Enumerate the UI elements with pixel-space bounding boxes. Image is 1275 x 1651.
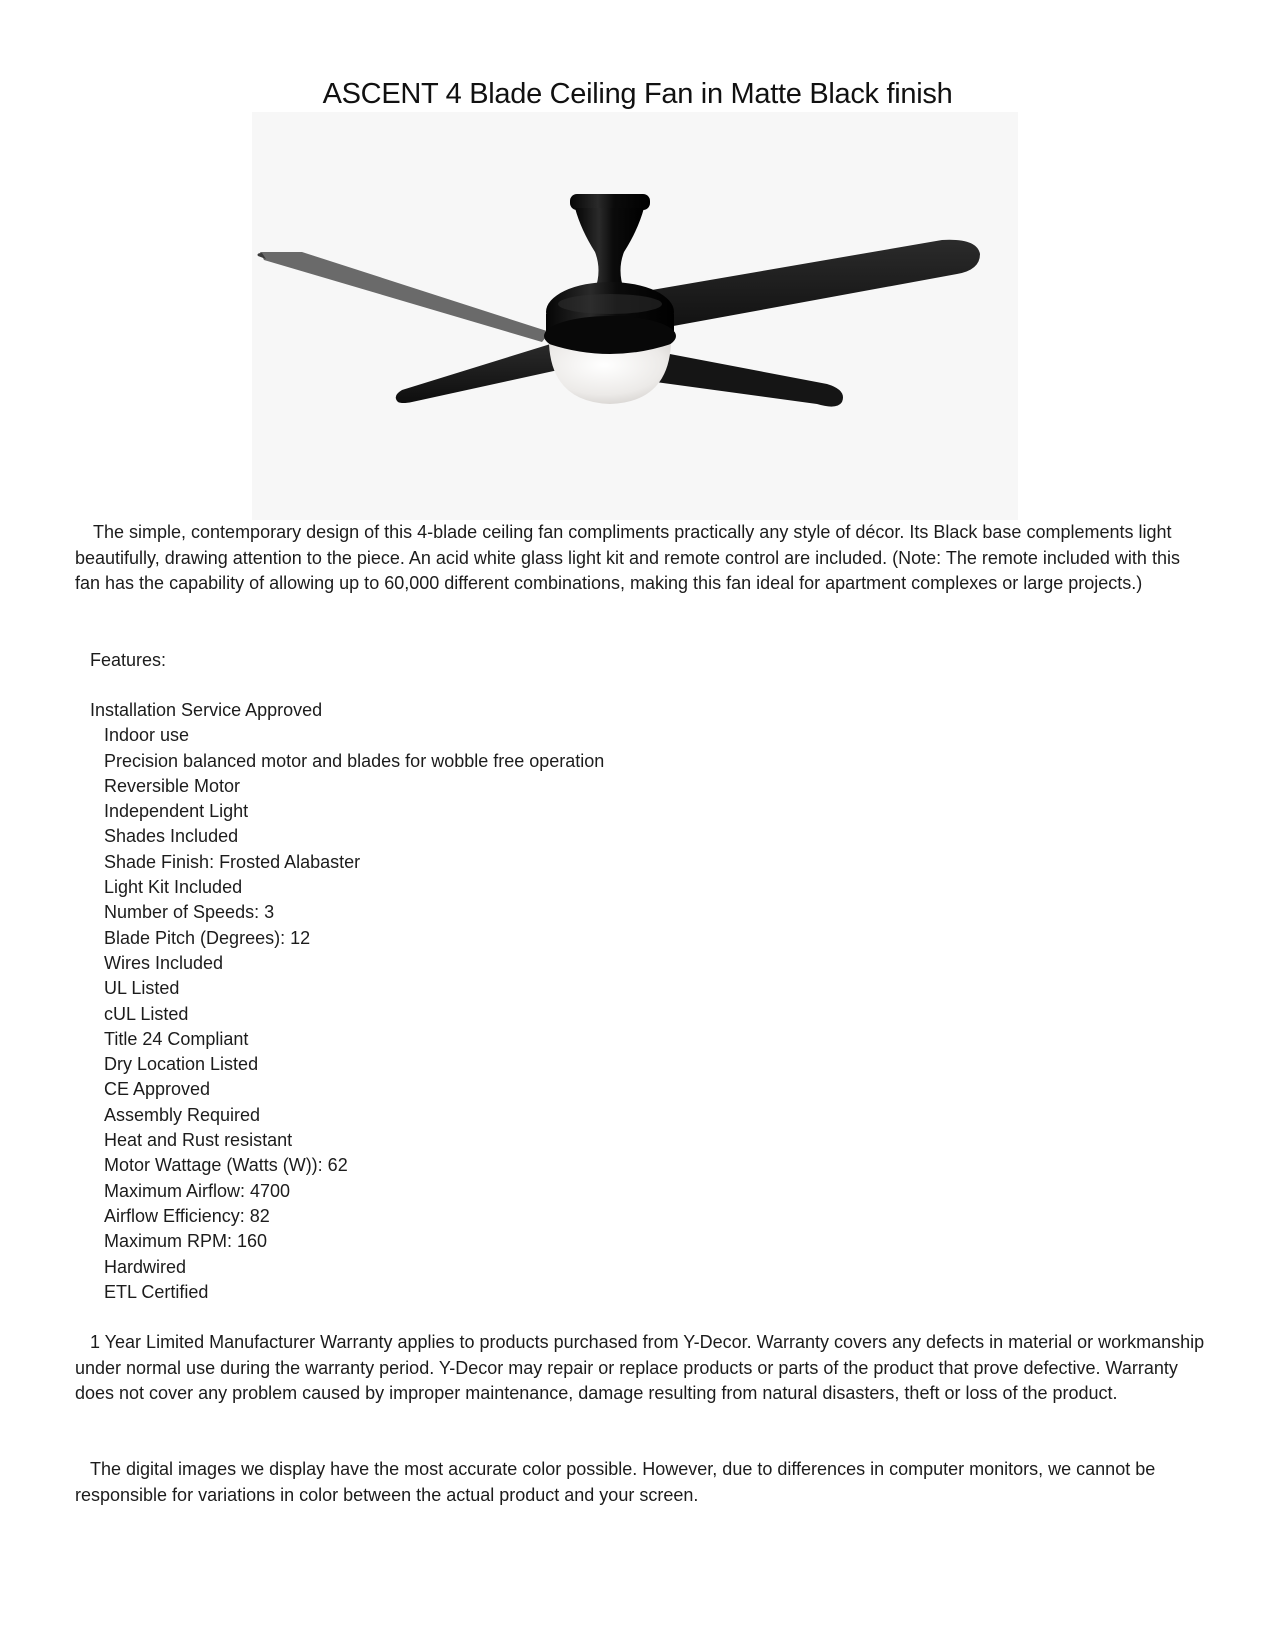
list-item: CE Approved <box>104 1079 211 1100</box>
list-item: Title 24 Compliant <box>104 1028 249 1049</box>
color-disclaimer: The digital images we display have the most accurate color possible. However, due to differences in computer monitors, we cannot be responsible for variations in color between the actual product and your screen. <box>75 1459 1156 1505</box>
list-item: ETL Certified <box>104 1281 209 1302</box>
list-item: Indoor use <box>104 725 190 746</box>
list-item: Blade Pitch (Degrees): 12 <box>104 927 311 948</box>
list-item: Hardwired <box>104 1256 187 1277</box>
ceiling-fan-icon <box>252 112 1018 520</box>
list-item: Maximum RPM: 160 <box>104 1231 268 1252</box>
product-description: The simple, contemporary design of this 4-blade ceiling fan compliments practically any style of décor. Its Black base complements light beautifully, drawing attention to the piece. An acid white glass light kit and remote control are included. (Note: The remote included with this fan has the capability of allowing up to 60,000 different combinations, making this fan ideal for apartment complexes or large projects.) <box>75 522 1180 593</box>
list-item: Independent Light <box>104 801 249 822</box>
list-item: Assembly Required <box>104 1104 261 1125</box>
list-item: Shades Included <box>104 826 239 847</box>
list-item: Light Kit Included <box>104 877 243 898</box>
list-item: Wires Included <box>104 952 224 973</box>
list-item: Number of Speeds: 3 <box>104 902 275 923</box>
list-item: Heat and Rust resistant <box>104 1130 293 1151</box>
features-heading: Features: <box>90 650 167 670</box>
list-item: Dry Location Listed <box>104 1054 259 1075</box>
list-item: Installation Service Approved <box>90 700 323 720</box>
list-item: Reversible Motor <box>104 775 241 796</box>
list-item: Motor Wattage (Watts (W)): 62 <box>104 1155 348 1176</box>
list-item: Maximum Airflow: 4700 <box>104 1180 291 1201</box>
list-item: Airflow Efficiency: 82 <box>104 1205 270 1226</box>
list-item: Shade Finish: Frosted Alabaster <box>104 851 361 872</box>
list-item: UL Listed <box>104 978 180 999</box>
warranty-text: 1 Year Limited Manufacturer Warranty applies to products purchased from Y-Decor. Warranty covers any defects in material or workmanship under normal use during the warranty period. Y-Decor may repair or replace products or parts of the product that prove defective. Warranty does not cover any problem caused by improper maintenance, damage resulting from natural disasters, theft or loss of the product. <box>75 1332 1205 1403</box>
list-item: cUL Listed <box>104 1003 189 1024</box>
features-list <box>90 698 604 1305</box>
list-item: Precision balanced motor and blades for wobble free operation <box>104 750 605 771</box>
page-title: ASCENT 4 Blade Ceiling Fan in Matte Black finish <box>322 78 953 110</box>
product-image <box>252 112 1018 520</box>
